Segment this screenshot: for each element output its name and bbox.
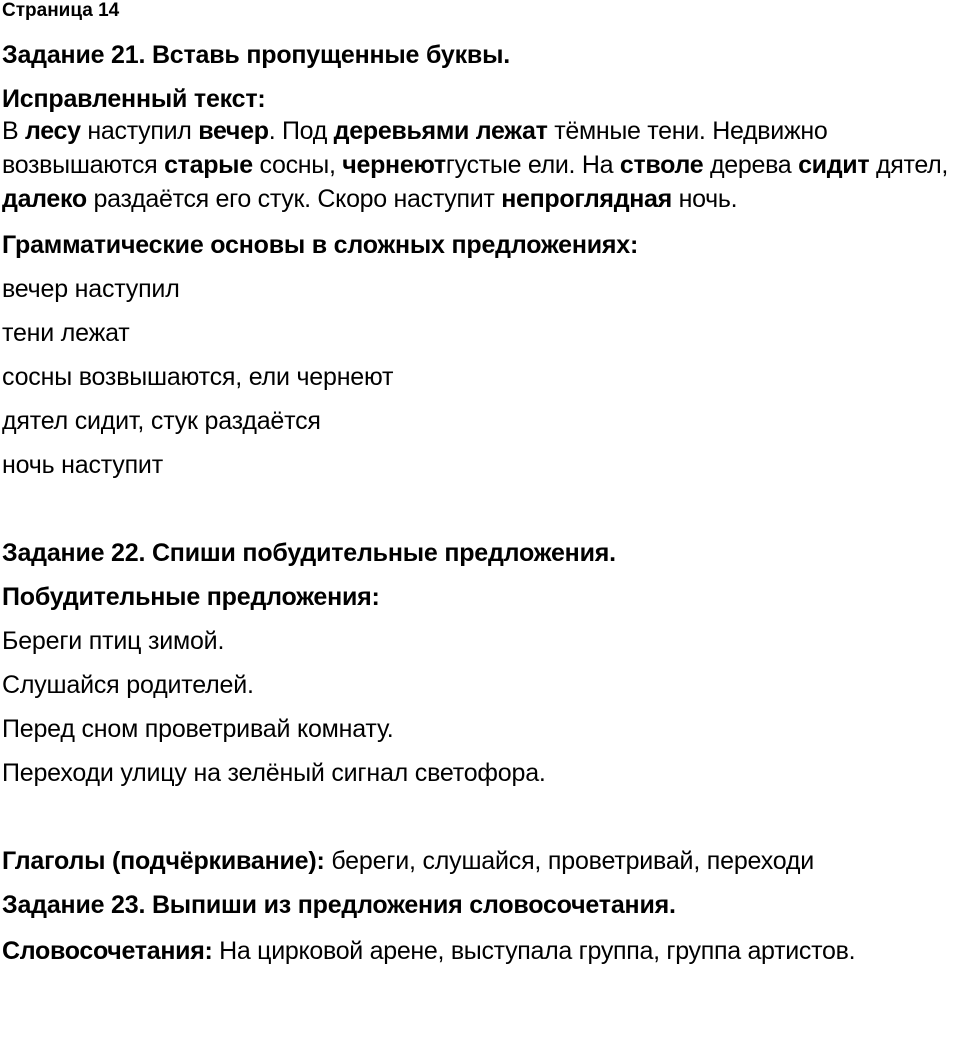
spacer [2, 802, 952, 846]
imperative-item: Слушайся родителей. [2, 671, 254, 699]
imperative-item: Береги птиц зимой. [2, 627, 225, 655]
text-segment: . Под [268, 117, 334, 145]
grammar-item: вечер наступил [2, 275, 180, 303]
imperative-label: Побудительные предложения: [2, 583, 380, 611]
imperative-item: Перед сном проветривай комнату. [2, 715, 394, 743]
highlighted-word: деревьями лежат [333, 117, 548, 145]
verbs-label: Глаголы (подчёркивание): [2, 847, 325, 875]
text-segment: наступил [80, 117, 199, 145]
text-segment: густые ели. На [445, 151, 620, 179]
corrected-text [2, 114, 952, 216]
page-content [2, 0, 952, 982]
grammar-item: дятел сидит, стук раздаётся [2, 407, 321, 435]
grammar-item: сосны возвышаются, ели чернеют [2, 363, 394, 391]
corrected-text-label: Исправленный текст: [2, 85, 266, 113]
verbs-value: береги, слушайся, проветривай, переходи [324, 847, 815, 875]
grammar-label: Грамматические основы в сложных предложениях: [2, 231, 639, 259]
highlighted-word: вечер [198, 117, 269, 145]
text-segment: сосны, [252, 151, 343, 179]
highlighted-word: сидит [798, 151, 870, 179]
phrases-label: Словосочетания: [2, 937, 213, 965]
highlighted-word: чернеют [342, 151, 446, 179]
task22-title: Задание 22. Спиши побудительные предложения. [2, 539, 616, 567]
highlighted-word: далеко [2, 185, 87, 213]
highlighted-word: стволе [619, 151, 704, 179]
text-segment: В [2, 117, 26, 145]
highlighted-word: старые [164, 151, 253, 179]
highlighted-word: непроглядная [501, 185, 672, 213]
text-segment: дерева [703, 151, 799, 179]
phrases-value: На цирковой арене, выступала группа, группа артистов. [212, 937, 856, 965]
verbs-line [2, 846, 952, 876]
task23-title: Задание 23. Выпиши из предложения словосочетания. [2, 891, 676, 919]
grammar-item: ночь наступит [2, 451, 163, 479]
text-segment: тёмные тени. Недвижно возвышаются [2, 117, 828, 179]
text-segment: раздаётся его стук. Скоро наступит [86, 185, 502, 213]
task21-title: Задание 21. Вставь пропущенные буквы. [2, 41, 510, 69]
highlighted-word: лесу [25, 117, 81, 145]
phrases-line [2, 934, 952, 968]
grammar-item: тени лежат [2, 319, 130, 347]
imperative-item: Переходи улицу на зелёный сигнал светофора. [2, 759, 546, 787]
page-label: Страница 14 [2, 0, 120, 21]
text-segment: ночь. [671, 185, 738, 213]
spacer [2, 494, 952, 538]
text-segment: дятел, [869, 151, 949, 179]
